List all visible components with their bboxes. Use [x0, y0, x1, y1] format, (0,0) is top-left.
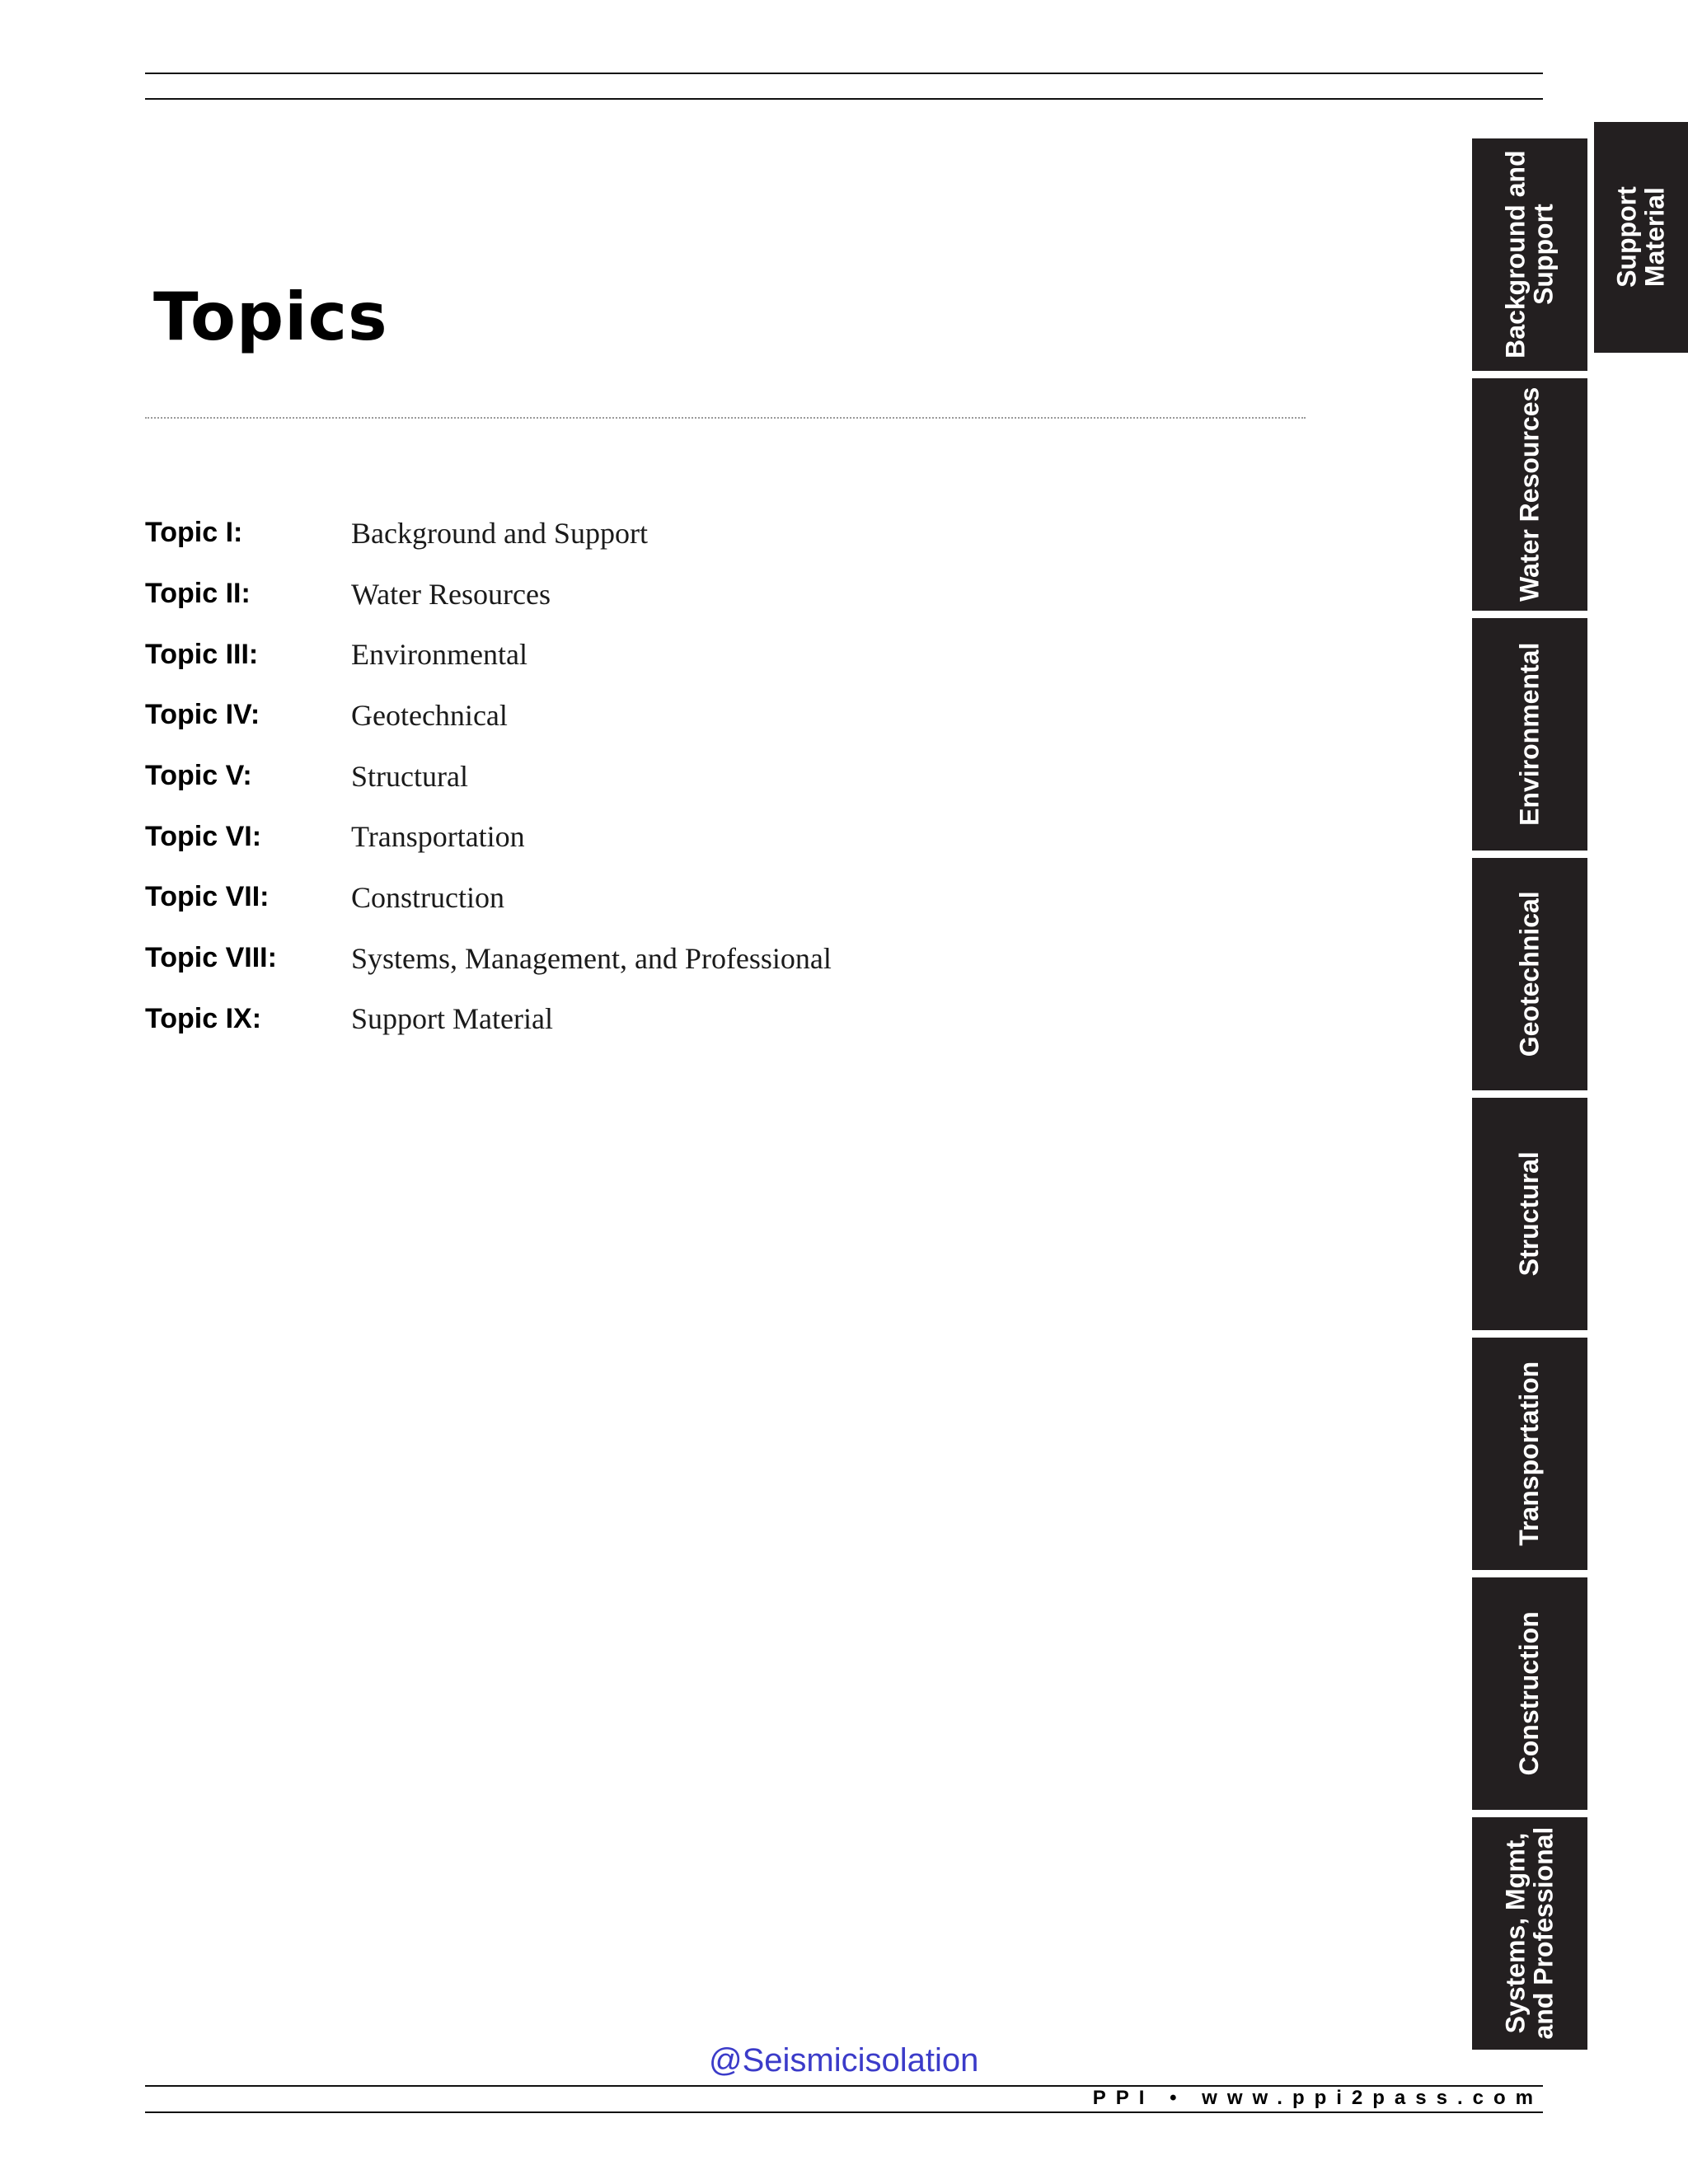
tab-label-line1: Transportation — [1514, 1361, 1545, 1547]
topic-label: Topic IV: — [145, 699, 260, 731]
topic-label: Topic VIII: — [145, 942, 277, 974]
topic-name: Structural — [351, 759, 468, 793]
topic-row — [145, 806, 1217, 867]
tab-construction[interactable] — [1472, 1577, 1587, 1810]
topic-name: Environmental — [351, 638, 528, 672]
topic-name: Systems, Management, and Professional — [351, 941, 832, 975]
tab-label-line1: Water Resources — [1514, 387, 1545, 602]
topic-name: Support Material — [351, 1002, 553, 1036]
tab-environmental[interactable] — [1472, 618, 1587, 851]
topic-row — [145, 928, 1217, 989]
topic-name: Construction — [351, 880, 504, 914]
tab-label-line2: Material — [1639, 187, 1670, 288]
topic-label: Topic IX: — [145, 1002, 262, 1034]
topic-label: Topic V: — [145, 760, 252, 792]
topic-name: Background and Support — [351, 516, 648, 550]
dotted-divider — [145, 417, 1306, 419]
tab-label-line1: Construction — [1514, 1611, 1545, 1776]
topic-label: Topic III: — [145, 638, 259, 670]
topic-label: Topic II: — [145, 578, 251, 610]
tab-label-line1: Geotechnical — [1514, 891, 1545, 1057]
tab-geotechnical[interactable] — [1472, 858, 1587, 1090]
topic-row — [145, 989, 1217, 1050]
tab-label-line2: Support — [1528, 204, 1558, 306]
tab-label-line2: and Professional — [1528, 1827, 1558, 2040]
tab-water-resources[interactable] — [1472, 378, 1587, 611]
topic-name: Water Resources — [351, 577, 551, 611]
topic-name: Geotechnical — [351, 698, 508, 732]
footer-url: PPI • www.ppi2pass.com — [1092, 2087, 1543, 2109]
tab-label-line1: Systems, Mgmt, — [1500, 1833, 1531, 2034]
bottom-rule-2 — [145, 2111, 1543, 2113]
top-rule-2 — [145, 98, 1543, 100]
tab-label-line1: Background and — [1500, 150, 1531, 359]
topic-row — [145, 867, 1217, 928]
topic-row — [145, 564, 1217, 625]
topic-row — [145, 503, 1217, 564]
top-rule-1 — [145, 73, 1543, 74]
topic-row — [145, 746, 1217, 807]
tab-background-and-support[interactable] — [1472, 138, 1587, 371]
tab-label-line1: Support — [1611, 186, 1642, 288]
topic-row — [145, 685, 1217, 746]
topic-label: Topic VII: — [145, 881, 270, 913]
topic-label: Topic I: — [145, 517, 243, 549]
topic-name: Transportation — [351, 820, 525, 854]
topic-row — [145, 624, 1217, 685]
tab-label-line1: Structural — [1514, 1151, 1545, 1277]
page-title: Topics — [153, 279, 388, 355]
tab-structural[interactable] — [1472, 1098, 1587, 1330]
tab-label-line1: Environmental — [1514, 642, 1545, 827]
tab-support-material-active[interactable] — [1594, 122, 1688, 353]
topic-list — [145, 503, 1217, 1049]
tab-transportation[interactable] — [1472, 1338, 1587, 1570]
tab-systems-mgmt-professional[interactable] — [1472, 1817, 1587, 2050]
watermark: @Seismicisolation — [709, 2042, 979, 2079]
topic-label: Topic VI: — [145, 820, 262, 852]
